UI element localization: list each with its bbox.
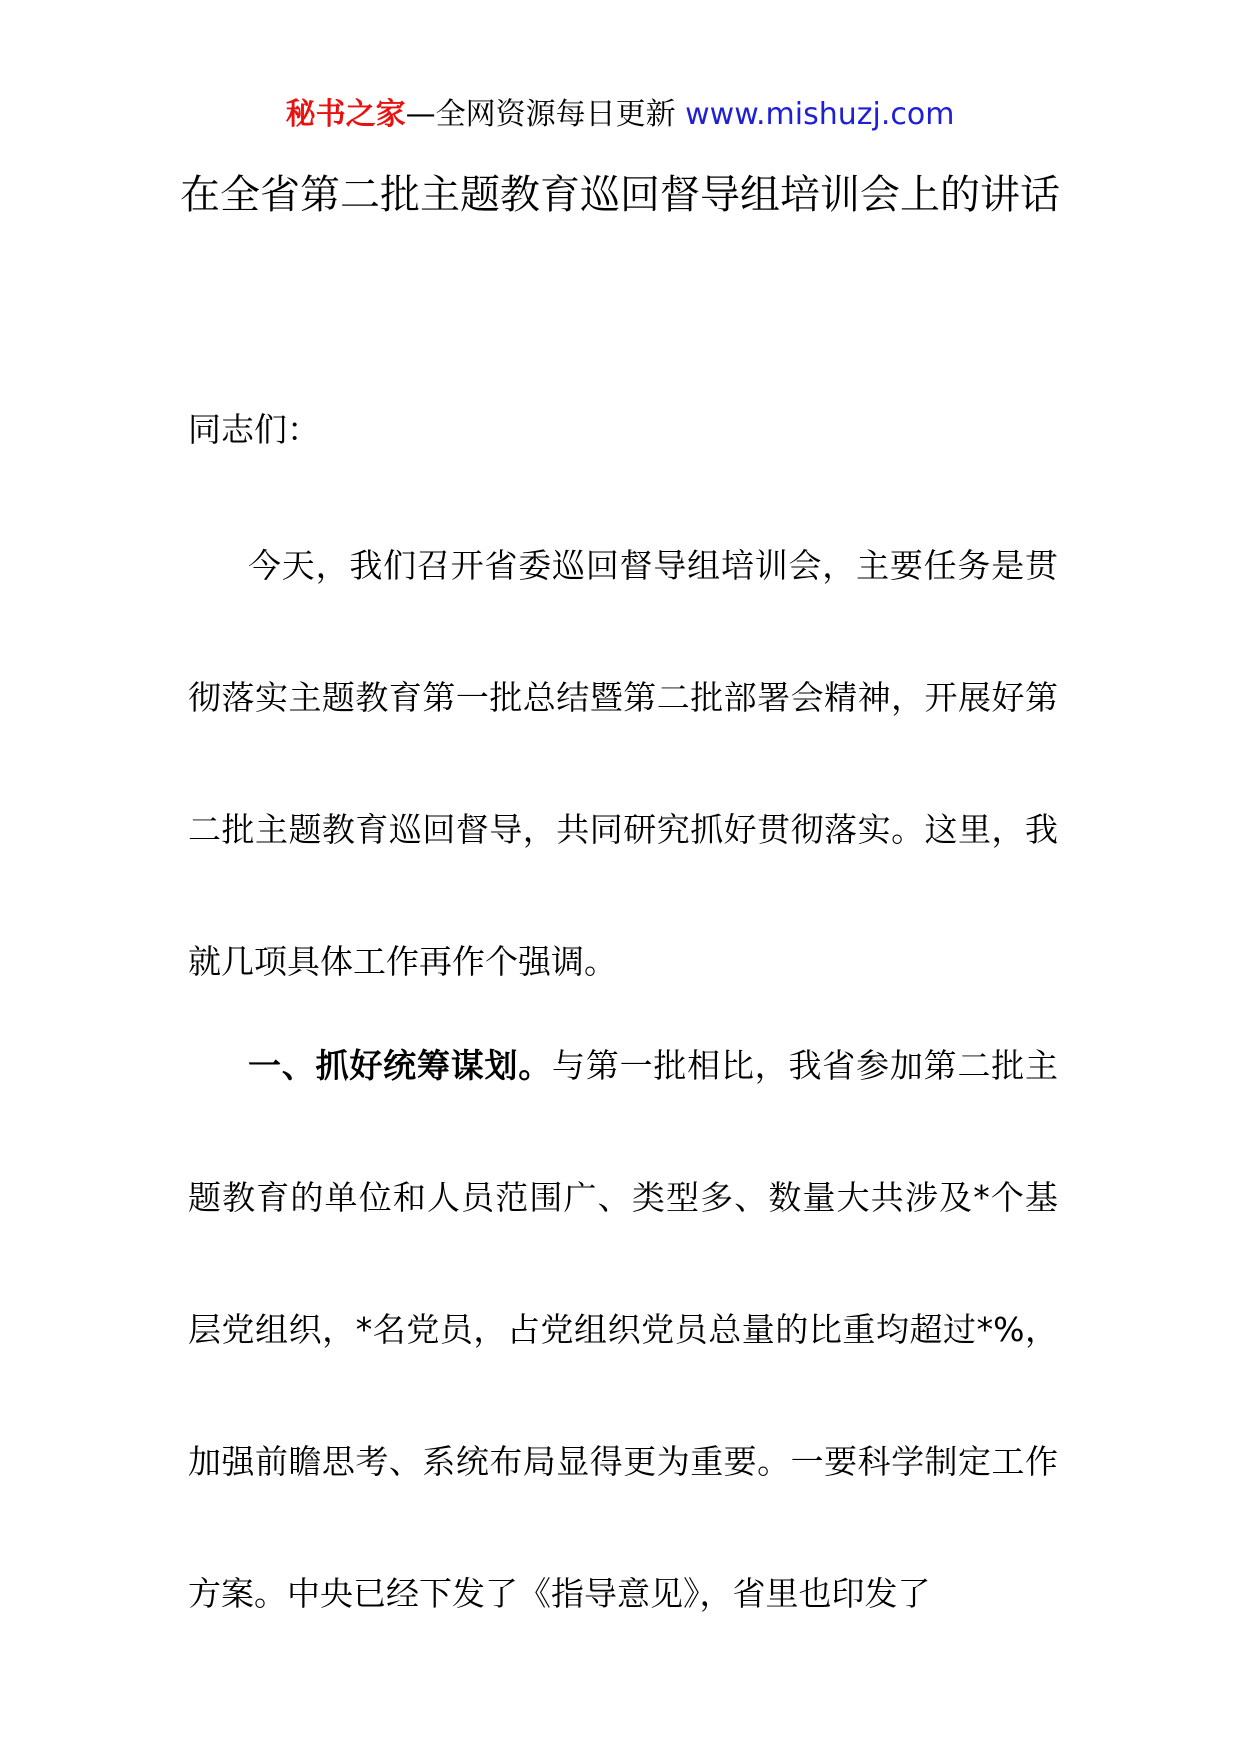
section-1-text: 与第一批相比，我省参加第二批主题教育的单位和人员范围广、类型多、数量大共涉及*个基层党组织，*名党员，占党组织党员总量的比重均超过*%，加强前瞻思考、系统布局显得更为重要。一要科学制定工作方案。中央已经下发了《指导意见》，省里也印发了 [188,1046,1059,1613]
header-slogan: —全网资源每日更新 [405,97,686,132]
brand-name: 秘书之家 [285,97,406,132]
salutation: 同志们： [188,410,320,449]
section-1-heading: 一、抓好统筹谋划。 [248,1046,553,1085]
site-link[interactable]: www.mishuzj.com [685,97,955,132]
document-title: 在全省第二批主题教育巡回督导组培训会上的讲话 [180,172,1060,218]
section-1-paragraph [188,1000,1058,1660]
intro-paragraph: 今天，我们召开省委巡回督导组培训会，主要任务是贯彻落实主题教育第一批总结暨第二批部署会精神，开展好第二批主题教育巡回督导，共同研究抓好贯彻落实。这里，我就几项具体工作再作个强调。 [188,546,1058,981]
site-header [0,90,1240,140]
